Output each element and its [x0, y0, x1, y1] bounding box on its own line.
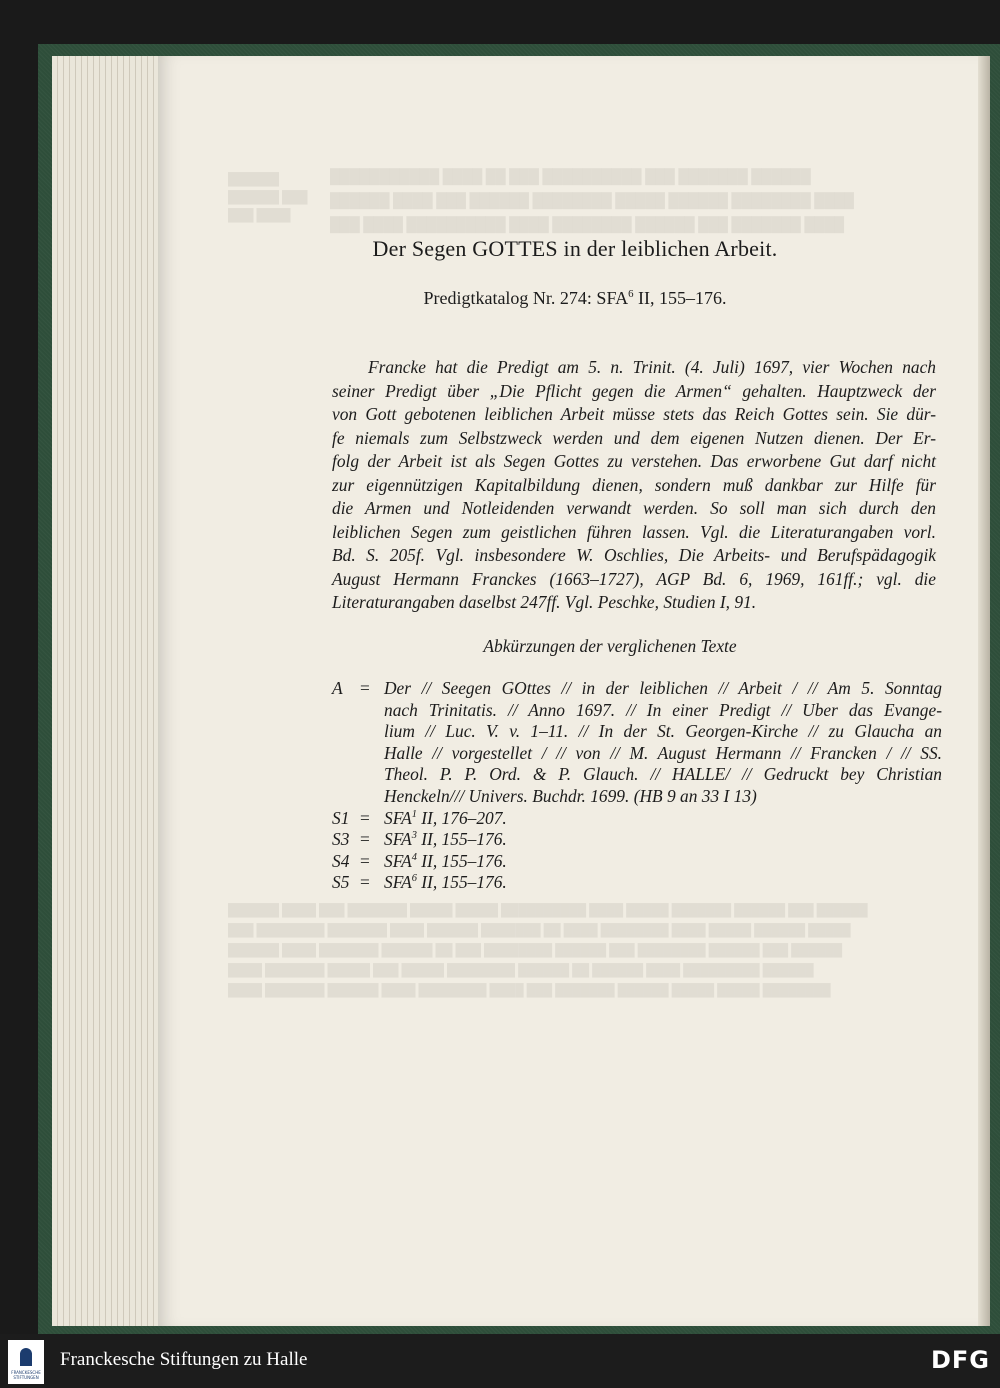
abbreviation-value	[384, 872, 942, 894]
page-stack-edge	[52, 56, 170, 1326]
abbreviation-line: lium // Luc. V. v. 1–11. // In der St. Georgen-Kirche // zu Glaucha an	[384, 721, 942, 742]
abbreviation-entry-a	[332, 678, 942, 808]
summary-line: von Gott gebotenen leiblichen Arbeit müsse stets das Reich Gottes sein. Sie dür-	[332, 404, 936, 424]
page-title: Der Segen GOTTES in der leiblichen Arbeit.	[372, 236, 778, 261]
equals-sign: =	[360, 678, 370, 698]
logo-caption: FRANCKESCHE STIFTUNGEN	[11, 1370, 41, 1380]
equals-sign: =	[360, 850, 370, 871]
catalog-sup: 6	[628, 288, 634, 300]
institution-name[interactable]: Franckesche Stiftungen zu Halle	[60, 1349, 308, 1370]
summary-line: Literaturangaben daselbst 247ff. Vgl. Peschke, Studien I, 91.	[332, 592, 757, 612]
sfa-label: SFA	[384, 829, 412, 850]
abbreviation-value	[384, 829, 942, 851]
abbreviations-heading: Abkürzungen der verglichenen Texte	[483, 636, 737, 656]
sfa-pages: II, 176–207.	[416, 807, 507, 828]
sfa-edition: 4	[411, 851, 417, 863]
franckesche-stiftungen-logo[interactable]	[8, 1340, 44, 1384]
sermon-catalog-reference	[160, 288, 990, 309]
dfg-logo[interactable]: DFG	[930, 1346, 990, 1374]
sfa-pages: II, 155–176.	[416, 829, 507, 850]
summary-line: leiblichen Segen zum geistlichen führen lassen. Vgl. die Literaturangaben vorl.	[332, 521, 936, 542]
catalog-suffix: II, 155–176.	[633, 288, 727, 308]
summary-line: August Hermann Franckes (1663–1727), AGP Bd. 6, 1969, 161ff.; vgl. die	[332, 568, 936, 589]
abbreviation-value	[384, 851, 942, 873]
abbreviation-line: nach Trinitatis. // Anno 1697. // In einer Predigt // Uber das Evange-	[384, 699, 942, 720]
sfa-pages: II, 155–176.	[416, 850, 507, 871]
summary-line: folg der Arbeit ist als Segen Gottes zu verstehen. Das erworbene Gut darf nicht	[332, 451, 936, 471]
sfa-edition: 1	[411, 808, 417, 820]
abbreviation-key: S5	[332, 872, 350, 893]
sfa-label: SFA	[384, 807, 412, 828]
abbreviation-entry-s1	[332, 808, 942, 830]
sfa-pages: II, 155–176.	[416, 872, 507, 893]
abbreviation-key: S3	[332, 829, 350, 850]
abbreviation-key: A	[332, 678, 343, 698]
summary-line: seiner Predigt über „Die Pflicht gegen die Armen“ gehalten. Hauptzweck der	[332, 380, 936, 401]
equals-sign: =	[360, 807, 370, 828]
sfa-edition: 3	[411, 830, 417, 842]
abbreviation-line: Halle // vorgestellet / // von // M. August Hermann // Francken / // SS.	[384, 742, 942, 763]
viewer-footer	[0, 1334, 1000, 1388]
summary-line: fe niemals zum Selbstzweck werden und dem eigenen Nutzen dienen. Der Er-	[332, 427, 936, 448]
abbreviation-key: S4	[332, 850, 350, 871]
abbreviation-entry-s5	[332, 872, 942, 894]
abbreviations-list	[332, 678, 942, 894]
abbreviation-entry-s4	[332, 851, 942, 873]
equals-sign: =	[360, 872, 370, 893]
logo-emblem-icon	[20, 1348, 32, 1366]
abbreviation-line: Theol. P. P. Ord. & P. Glauch. // HALLE/ // Gedruckt bey Christian	[384, 764, 942, 785]
abbreviation-value	[384, 678, 942, 808]
summary-line: die Armen und Notleidenden verwandt werden. So soll man sich durch den	[332, 498, 936, 518]
sfa-label: SFA	[384, 872, 412, 893]
sfa-edition: 6	[411, 873, 417, 885]
abbreviation-line: Der // Seegen GOttes // in der leiblichen // Arbeit / // Am 5. Sonntag	[384, 678, 942, 698]
summary-line: zur eigennützigen Kapitalbildung dienen, sondern muß dankbar zur Hilfe für	[332, 474, 936, 495]
abbreviation-value	[384, 808, 942, 830]
summary-line: Bd. S. 205f. Vgl. insbesondere W. Oschlies, Die Arbeits- und Berufspädagogik	[332, 545, 936, 565]
catalog-prefix: Predigtkatalog Nr. 274: SFA	[423, 288, 629, 308]
summary-line: Francke hat die Predigt am 5. n. Trinit. (4. Juli) 1697, vier Wochen nach	[368, 357, 936, 377]
abbreviation-line: Henckeln/// Univers. Buchdr. 1699. (HB 9 an 33 I 13)	[384, 785, 757, 806]
equals-sign: =	[360, 829, 370, 850]
abbreviation-key: S1	[332, 807, 350, 828]
abbreviation-entry-s3	[332, 829, 942, 851]
sfa-label: SFA	[384, 850, 412, 871]
sermon-summary	[332, 356, 936, 615]
